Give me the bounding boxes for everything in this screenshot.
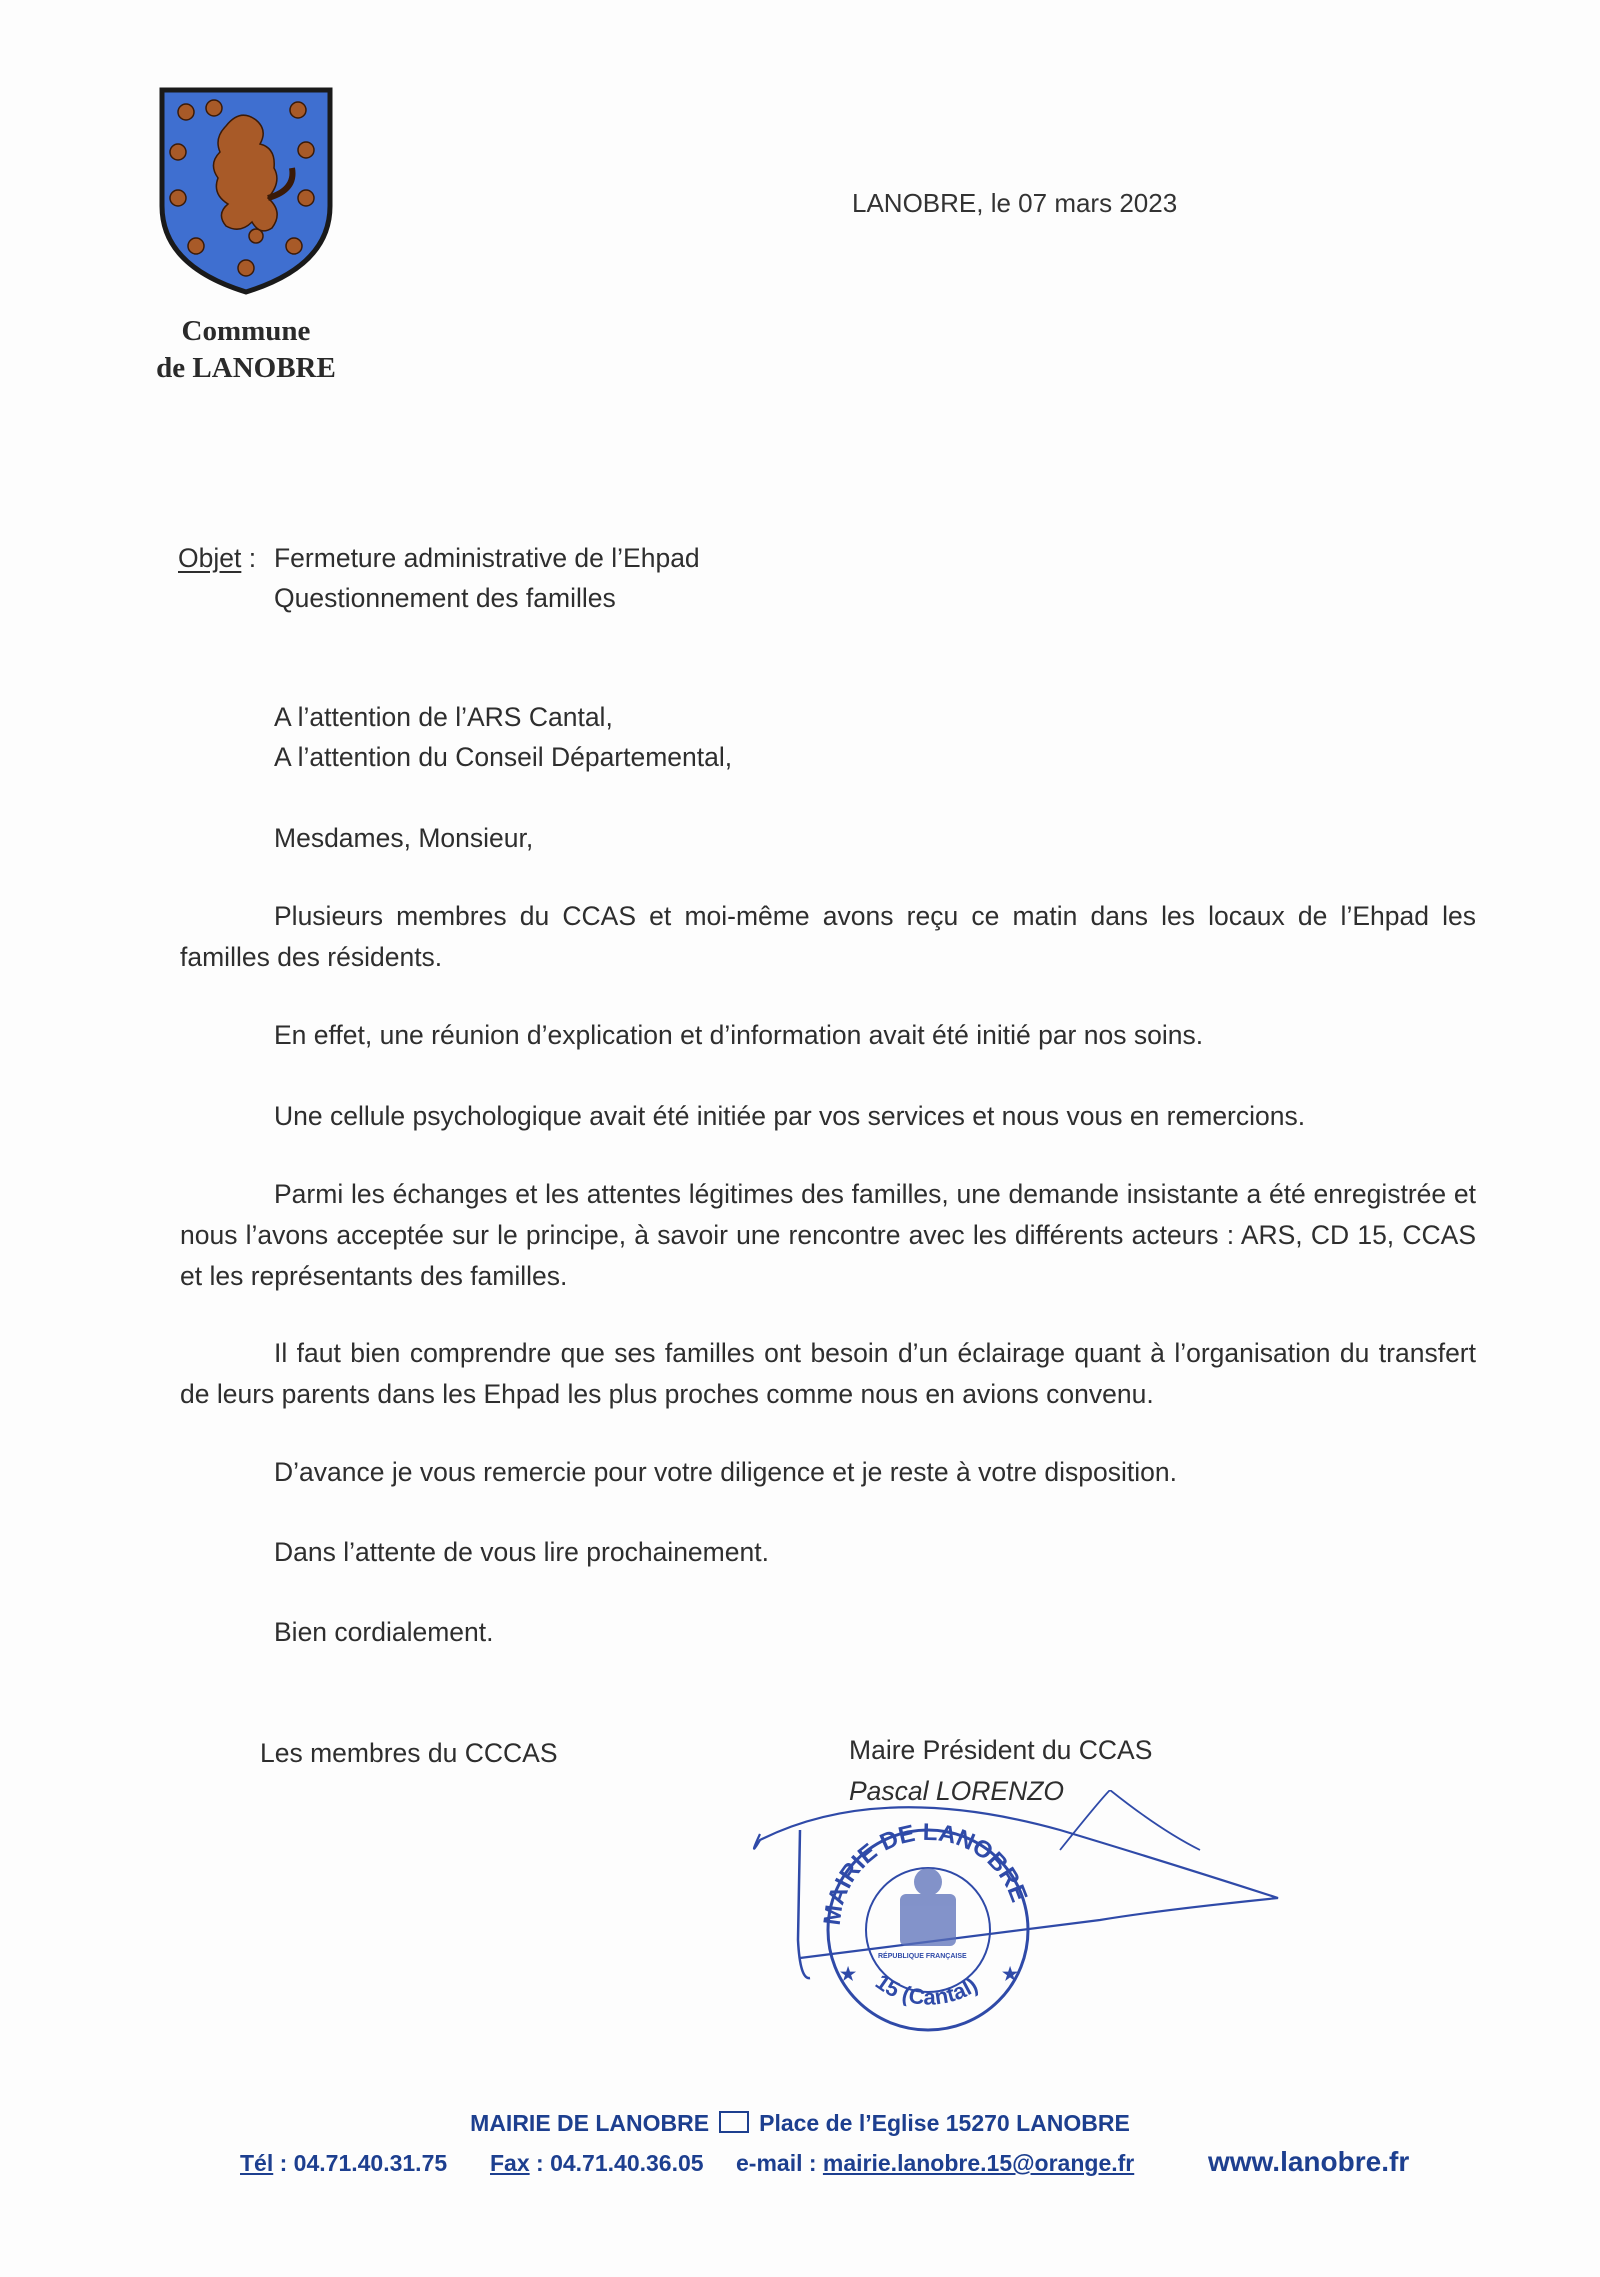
email-link[interactable]: mairie.lanobre.15@orange.fr [822, 2150, 1135, 2176]
paragraph-4: Parmi les échanges et les attentes légitimes des familles, une demande insistante a été enregistrée et nous l’avons acceptée sur le principe, à savoir une rencontre avec les différents acteurs : ARS, CD 15, CCAS et les représentants des familles. [180, 1179, 1476, 1291]
tel-label: Tél [240, 2150, 274, 2176]
stamp-text-bottom: 15 (Cantal) [871, 1968, 982, 2010]
envelope-icon [719, 2111, 749, 2133]
paragraph-5: Il faut bien comprendre que ses familles ont besoin d’un éclairage quant à l’organisation du transfert de leurs parents dans les Ehpad les plus proches comme nous en avions convenu. [180, 1338, 1476, 1409]
paragraph-6: D’avance je vous remercie pour votre diligence et je reste à votre disposition. [274, 1457, 1177, 1487]
subject-line-2: Questionnement des familles [274, 583, 616, 613]
paragraph-3: Une cellule psychologique avait été initiée par vos services et nous vous en remercions. [274, 1101, 1306, 1131]
svg-text:15 (Cantal) [871, 1969, 982, 2010]
salutation: Mesdames, Monsieur, [274, 823, 534, 853]
fax-value: : 04.71.40.36.05 [529, 2150, 704, 2176]
recipient-ars: A l’attention de l’ARS Cantal, [274, 702, 613, 732]
website-link[interactable]: www.lanobre.fr [1208, 2146, 1410, 2177]
paragraph-7: Dans l’attente de vous lire prochainement. [274, 1537, 769, 1567]
subject-separator: : [241, 543, 257, 573]
footer-fax [490, 2150, 704, 2177]
svg-text:★: ★ [1002, 1964, 1019, 1984]
footer-place: Place de l’Eglise 15270 LANOBRE [759, 2110, 1130, 2136]
footer-address [0, 2110, 1600, 2137]
subject-label-text: Objet [178, 543, 242, 573]
email-label: e-mail : [736, 2150, 823, 2176]
svg-text:★: ★ [840, 1964, 857, 1984]
subject-label [178, 538, 256, 579]
letter-date: LANOBRE, le 07 mars 2023 [852, 188, 1178, 218]
fax-label: Fax [490, 2150, 530, 2176]
footer-mairie: MAIRIE DE LANOBRE [470, 2110, 710, 2136]
paragraph-1: Plusieurs membres du CCAS et moi-même avons reçu ce matin dans les locaux de l’Ehpad les familles des résidents. [180, 901, 1476, 972]
paragraph-2: En effet, une réunion d’explication et d’information avait été initié par nos soins. [274, 1020, 1204, 1050]
stamp-text-inner: RÉPUBLIQUE FRANÇAISE [878, 1953, 967, 1960]
stamp-text-top: MAIRIE DE LANOBRE [818, 1818, 1033, 1927]
tel-value: : 04.71.40.31.75 [273, 2150, 448, 2176]
commune-name-line2: de LANOBRE [156, 352, 336, 384]
footer-tel [240, 2150, 447, 2177]
paragraph-8: Bien cordialement. [274, 1617, 494, 1647]
signature-title: Maire Président du CCAS [849, 1735, 1153, 1765]
signature-name: Pascal LORENZO [849, 1776, 1065, 1806]
commune-name-line1: Commune [181, 315, 311, 347]
recipient-conseil: A l’attention du Conseil Départemental, [274, 742, 733, 772]
signature-cccas: Les membres du CCCAS [260, 1738, 558, 1768]
footer-email [736, 2150, 1134, 2177]
official-stamp-and-signature [740, 1790, 1300, 2050]
subject-line-1: Fermeture administrative de l’Ehpad [274, 543, 700, 573]
coat-of-arms-logo [156, 86, 336, 296]
